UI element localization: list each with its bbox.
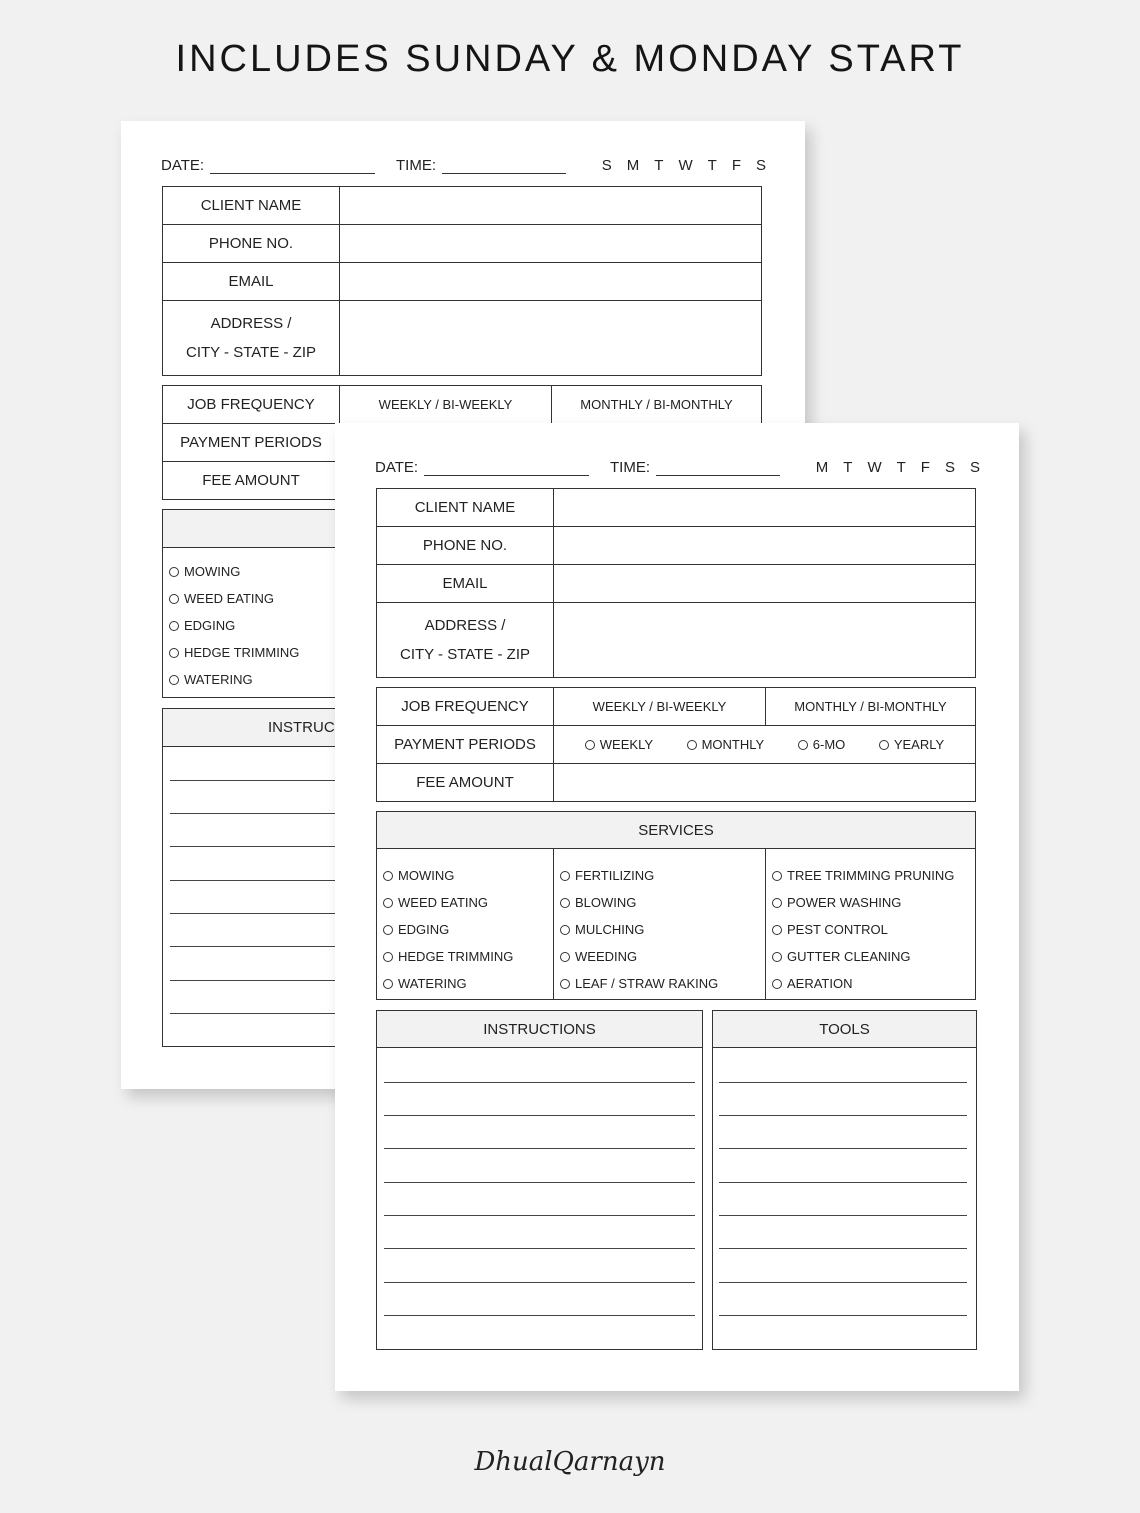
radio-circle-icon	[687, 740, 697, 750]
radio-circle-icon	[169, 594, 179, 604]
phone-field[interactable]	[554, 527, 975, 564]
email-field[interactable]	[340, 263, 761, 300]
service-option[interactable]: FERTILIZING	[560, 862, 765, 889]
payment-periods-label: PAYMENT PERIODS	[377, 726, 554, 763]
time-line[interactable]	[656, 475, 780, 476]
day-letter[interactable]: T	[843, 459, 853, 476]
day-letter[interactable]: W	[678, 157, 693, 174]
date-line[interactable]	[424, 475, 589, 476]
writing-line[interactable]	[719, 1282, 967, 1283]
services-columns	[377, 849, 975, 999]
email-label: EMAIL	[377, 565, 554, 602]
service-option[interactable]: MOWING	[383, 862, 553, 889]
writing-line[interactable]	[384, 1282, 695, 1283]
fee-amount-row	[377, 764, 975, 801]
fee-amount-label: FEE AMOUNT	[377, 764, 554, 801]
service-option[interactable]: LEAF / STRAW RAKING	[560, 970, 765, 997]
radio-circle-icon	[772, 979, 782, 989]
instructions-box	[376, 1010, 703, 1350]
client-info-table	[376, 488, 976, 678]
date-line[interactable]	[210, 173, 375, 174]
radio-circle-icon	[169, 648, 179, 658]
brand-signature-logo: DhualQarnayn	[474, 1447, 666, 1477]
radio-circle-icon	[560, 952, 570, 962]
client-name-row	[377, 489, 975, 527]
day-letter[interactable]: M	[626, 157, 640, 174]
payment-option-monthly[interactable]: MONTHLY	[687, 737, 765, 752]
instructions-label: INSTRUCTIONS	[483, 1020, 596, 1038]
radio-circle-icon	[772, 871, 782, 881]
writing-line[interactable]	[719, 1148, 967, 1149]
radio-circle-icon	[169, 675, 179, 685]
address-field[interactable]	[340, 301, 761, 375]
weekday-letters	[602, 157, 766, 174]
writing-line[interactable]	[719, 1215, 967, 1216]
writing-line[interactable]	[719, 1115, 967, 1116]
writing-line[interactable]	[719, 1082, 967, 1083]
day-letter[interactable]: F	[920, 459, 930, 476]
service-option[interactable]: PEST CONTROL	[772, 916, 975, 943]
day-letter[interactable]: S	[755, 157, 766, 174]
tools-box	[712, 1010, 977, 1350]
writing-line[interactable]	[384, 1182, 695, 1183]
job-frequency-label: JOB FREQUENCY	[377, 688, 554, 725]
services-column-3	[766, 849, 975, 999]
day-letter[interactable]: T	[896, 459, 906, 476]
monday-start-sheet	[335, 423, 1019, 1391]
payment-option-yearly[interactable]: YEARLY	[879, 737, 944, 752]
payment-periods-label: PAYMENT PERIODS	[163, 424, 340, 461]
day-letter[interactable]: F	[731, 157, 741, 174]
fee-amount-label: FEE AMOUNT	[163, 462, 340, 499]
time-label: TIME:	[396, 157, 436, 174]
day-letter[interactable]: W	[867, 459, 882, 476]
phone-row	[377, 527, 975, 565]
radio-circle-icon	[772, 952, 782, 962]
email-row	[163, 263, 761, 301]
radio-circle-icon	[383, 925, 393, 935]
date-time-row	[375, 459, 980, 479]
job-frequency-label: JOB FREQUENCY	[163, 386, 340, 423]
service-option[interactable]: GUTTER CLEANING	[772, 943, 975, 970]
services-column-1	[377, 849, 554, 999]
address-label-line1: ADDRESS /	[424, 617, 506, 634]
day-letter[interactable]: M	[815, 459, 829, 476]
tools-header	[713, 1011, 976, 1048]
instructions-header	[377, 1011, 702, 1048]
client-name-field[interactable]	[340, 187, 761, 224]
client-info-table	[162, 186, 762, 376]
freq-monthly-option[interactable]: MONTHLY / BI-MONTHLY	[794, 699, 947, 714]
radio-circle-icon	[383, 979, 393, 989]
service-option[interactable]: WEEDING	[560, 943, 765, 970]
service-option[interactable]: HEDGE TRIMMING	[383, 943, 553, 970]
address-label	[163, 301, 340, 375]
day-letter[interactable]: S	[601, 157, 612, 174]
writing-line[interactable]	[384, 1082, 695, 1083]
radio-circle-icon	[560, 898, 570, 908]
radio-circle-icon	[383, 898, 393, 908]
service-option[interactable]: TREE TRIMMING PRUNING	[772, 862, 975, 889]
radio-circle-icon	[560, 925, 570, 935]
writing-line[interactable]	[384, 1248, 695, 1249]
radio-circle-icon	[383, 952, 393, 962]
email-field[interactable]	[554, 565, 975, 602]
radio-circle-icon	[383, 871, 393, 881]
radio-circle-icon	[772, 925, 782, 935]
weekday-letters	[816, 459, 980, 476]
radio-circle-icon	[169, 621, 179, 631]
client-name-label: CLIENT NAME	[163, 187, 340, 224]
time-line[interactable]	[442, 173, 566, 174]
payment-options	[554, 726, 975, 763]
job-frequency-row	[163, 386, 761, 424]
instructions-label: INSTRUC	[268, 719, 335, 736]
radio-circle-icon	[560, 979, 570, 989]
address-label-line2: CITY - STATE - ZIP	[399, 646, 530, 663]
writing-line[interactable]	[719, 1182, 967, 1183]
service-option[interactable]: WEED EATING	[169, 585, 761, 612]
phone-label: PHONE NO.	[377, 527, 554, 564]
address-label	[377, 603, 554, 677]
service-option[interactable]: WEED EATING	[383, 889, 553, 916]
client-name-row	[163, 187, 761, 225]
date-label: DATE:	[161, 157, 205, 174]
service-option[interactable]: EDGING	[169, 612, 761, 639]
client-name-label: CLIENT NAME	[377, 489, 554, 526]
day-letter[interactable]: S	[944, 459, 955, 476]
payment-option-6mo[interactable]: 6-MO	[798, 737, 846, 752]
email-row	[377, 565, 975, 603]
phone-row	[163, 225, 761, 263]
service-option[interactable]: MULCHING	[560, 916, 765, 943]
tools-label: TOOLS	[819, 1020, 870, 1038]
freq-weekly-option[interactable]: WEEKLY / BI-WEEKLY	[554, 688, 766, 725]
address-field[interactable]	[554, 603, 975, 677]
radio-circle-icon	[798, 740, 808, 750]
services-column-2	[554, 849, 766, 999]
radio-circle-icon	[169, 567, 179, 577]
writing-line[interactable]	[719, 1248, 967, 1249]
freq-weekly-option[interactable]: WEEKLY / BI-WEEKLY	[340, 386, 552, 423]
service-option[interactable]: WATERING	[383, 970, 553, 997]
service-option[interactable]: WATERING	[169, 666, 761, 693]
address-row	[377, 603, 975, 677]
services-label: SERVICES	[638, 821, 714, 839]
radio-circle-icon	[772, 898, 782, 908]
writing-line[interactable]	[384, 1215, 695, 1216]
phone-label: PHONE NO.	[163, 225, 340, 262]
payment-option-weekly[interactable]: WEEKLY	[585, 737, 653, 752]
service-option[interactable]: AERATION	[772, 970, 975, 997]
writing-line[interactable]	[719, 1315, 967, 1316]
address-label-line2: CITY - STATE - ZIP	[185, 344, 316, 361]
service-option[interactable]: EDGING	[383, 916, 553, 943]
address-label-line1: ADDRESS /	[210, 315, 292, 332]
date-label: DATE:	[375, 459, 419, 476]
day-letter[interactable]: T	[654, 157, 664, 174]
day-letter[interactable]: S	[969, 459, 980, 476]
radio-circle-icon	[585, 740, 595, 750]
services-header	[377, 812, 975, 849]
page-headline: INCLUDES SUNDAY & MONDAY START	[175, 38, 965, 80]
job-table	[376, 687, 976, 802]
payment-periods-row	[377, 726, 975, 764]
writing-line[interactable]	[384, 1315, 695, 1316]
time-label: TIME:	[610, 459, 650, 476]
day-letter[interactable]: T	[707, 157, 717, 174]
service-option[interactable]: MOWING	[169, 558, 761, 585]
service-option[interactable]: POWER WASHING	[772, 889, 975, 916]
client-name-field[interactable]	[554, 489, 975, 526]
date-time-row	[161, 157, 766, 177]
services-box	[376, 811, 976, 1000]
email-label: EMAIL	[163, 263, 340, 300]
job-frequency-row	[377, 688, 975, 726]
radio-circle-icon	[560, 871, 570, 881]
fee-amount-field[interactable]	[554, 764, 975, 801]
radio-circle-icon	[879, 740, 889, 750]
service-option[interactable]: BLOWING	[560, 889, 765, 916]
writing-line[interactable]	[384, 1115, 695, 1116]
writing-line[interactable]	[384, 1148, 695, 1149]
phone-field[interactable]	[340, 225, 761, 262]
service-option[interactable]: HEDGE TRIMMING	[169, 639, 761, 666]
freq-monthly-option[interactable]: MONTHLY / BI-MONTHLY	[580, 397, 733, 412]
address-row	[163, 301, 761, 375]
